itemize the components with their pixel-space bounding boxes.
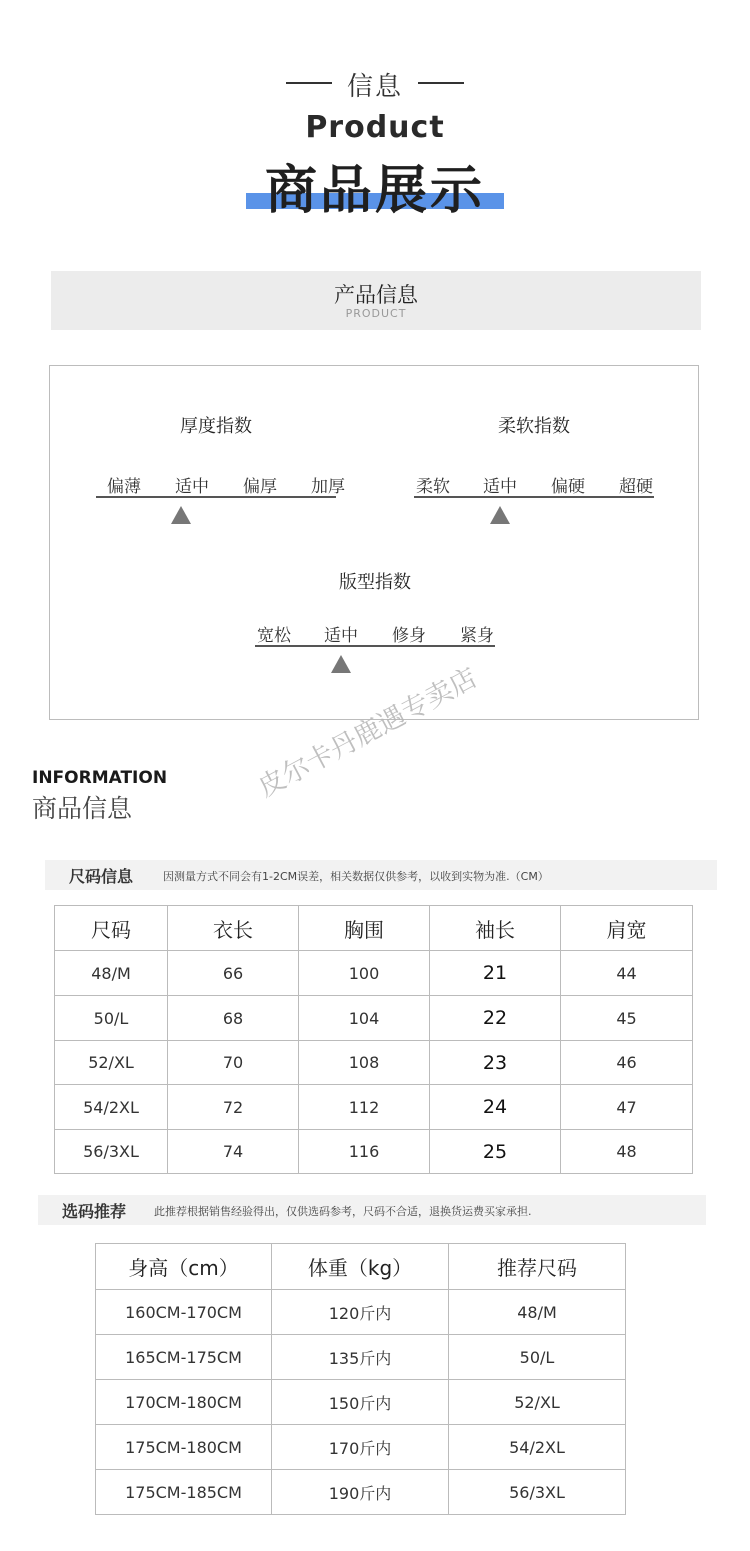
table-cell: 50/L [449,1335,626,1380]
table-row [55,1041,693,1085]
table-row [55,951,693,996]
table-cell: 120斤内 [272,1290,449,1335]
softness-scale [414,472,654,498]
table-cell: 52/XL [55,1041,168,1085]
thickness-indicator-triangle-icon [171,506,191,524]
thickness-index-title: 厚度指数 [180,416,252,437]
fit-scale [255,621,495,647]
table-row [96,1290,626,1335]
thickness-label: 偏薄 [107,477,141,497]
header-title-en: Product [305,110,445,145]
softness-index-title: 柔软指数 [498,416,570,437]
fit-label: 宽松 [257,626,291,646]
recommend-table-header-row [96,1244,626,1290]
recommend-header-cell: 体重（kg） [272,1244,449,1290]
table-cell: 116 [299,1130,430,1174]
product-banner-subtitle: PRODUCT [345,307,407,320]
table-cell: 170斤内 [272,1425,449,1470]
size-header-cell: 肩宽 [561,906,693,951]
recommend-header-cell: 身高（cm） [96,1244,272,1290]
softness-label: 适中 [483,477,517,497]
thickness-label: 偏厚 [243,477,277,497]
size-table-header-row [55,906,693,951]
size-info-note: 因测量方式不同会有1-2CM误差，相关数据仅供参考，以收到实物为准.（CM） [163,870,549,883]
size-info-title: 尺码信息 [69,867,134,886]
softness-label: 偏硬 [551,477,585,497]
table-row [96,1380,626,1425]
table-cell: 24 [430,1085,561,1130]
size-recommend-title: 选码推荐 [62,1202,127,1221]
table-row [55,1085,693,1130]
table-row [55,1130,693,1174]
table-cell: 56/3XL [449,1470,626,1515]
table-cell: 74 [168,1130,299,1174]
table-cell: 108 [299,1041,430,1085]
table-cell: 44 [561,951,693,996]
table-cell: 48/M [55,951,168,996]
table-cell: 48/M [449,1290,626,1335]
table-cell: 170CM-180CM [96,1380,272,1425]
size-recommend-note: 此推荐根据销售经验得出，仅供选码参考，尺码不合适，退换货运费买家承担. [154,1205,532,1218]
table-cell: 160CM-170CM [96,1290,272,1335]
index-panel [49,365,699,720]
header-subtitle: 信息 [346,72,403,102]
table-cell: 21 [430,951,561,996]
thickness-scale [96,472,345,498]
table-cell: 23 [430,1041,561,1085]
header-title-cn: 商品展示 [264,161,485,221]
table-cell: 150斤内 [272,1380,449,1425]
softness-label: 柔软 [416,477,450,497]
table-cell: 104 [299,996,430,1041]
table-row [96,1425,626,1470]
table-cell: 66 [168,951,299,996]
softness-label: 超硬 [619,477,653,497]
information-title-en: INFORMATION [32,768,168,788]
table-cell: 22 [430,996,561,1041]
size-header-cell: 胸围 [299,906,430,951]
table-cell: 25 [430,1130,561,1174]
product-banner [51,271,701,330]
information-title-cn: 商品信息 [32,794,133,823]
thickness-label: 加厚 [311,477,345,497]
fit-label: 紧身 [460,626,494,646]
table-cell: 190斤内 [272,1470,449,1515]
table-cell: 45 [561,996,693,1041]
table-cell: 135斤内 [272,1335,449,1380]
size-recommend-table [95,1243,626,1515]
table-row [96,1335,626,1380]
thickness-label: 适中 [175,477,209,497]
fit-label: 修身 [392,626,426,646]
size-info-note-bar [45,860,717,890]
table-cell: 175CM-180CM [96,1425,272,1470]
table-cell: 165CM-175CM [96,1335,272,1380]
size-header-cell: 衣长 [168,906,299,951]
softness-indicator-triangle-icon [490,506,510,524]
table-cell: 68 [168,996,299,1041]
table-row [55,996,693,1041]
table-cell: 56/3XL [55,1130,168,1174]
store-watermark: 皮尔卡丹鹿遇专卖店 [253,662,483,804]
table-cell: 70 [168,1041,299,1085]
size-header-cell: 尺码 [55,906,168,951]
fit-label: 适中 [324,626,358,646]
recommend-header-cell: 推荐尺码 [449,1244,626,1290]
product-banner-title: 产品信息 [334,283,418,307]
table-cell: 54/2XL [55,1085,168,1130]
fit-index-title: 版型指数 [339,572,411,593]
table-cell: 100 [299,951,430,996]
table-cell: 54/2XL [449,1425,626,1470]
table-cell: 48 [561,1130,693,1174]
table-cell: 50/L [55,996,168,1041]
table-cell: 52/XL [449,1380,626,1425]
table-cell: 112 [299,1085,430,1130]
table-row [96,1470,626,1515]
size-recommend-note-bar [38,1195,706,1225]
table-cell: 72 [168,1085,299,1130]
table-cell: 46 [561,1041,693,1085]
table-cell: 175CM-185CM [96,1470,272,1515]
table-cell: 47 [561,1085,693,1130]
size-table [54,905,693,1174]
size-header-cell: 袖长 [430,906,561,951]
fit-indicator-triangle-icon [331,655,351,673]
